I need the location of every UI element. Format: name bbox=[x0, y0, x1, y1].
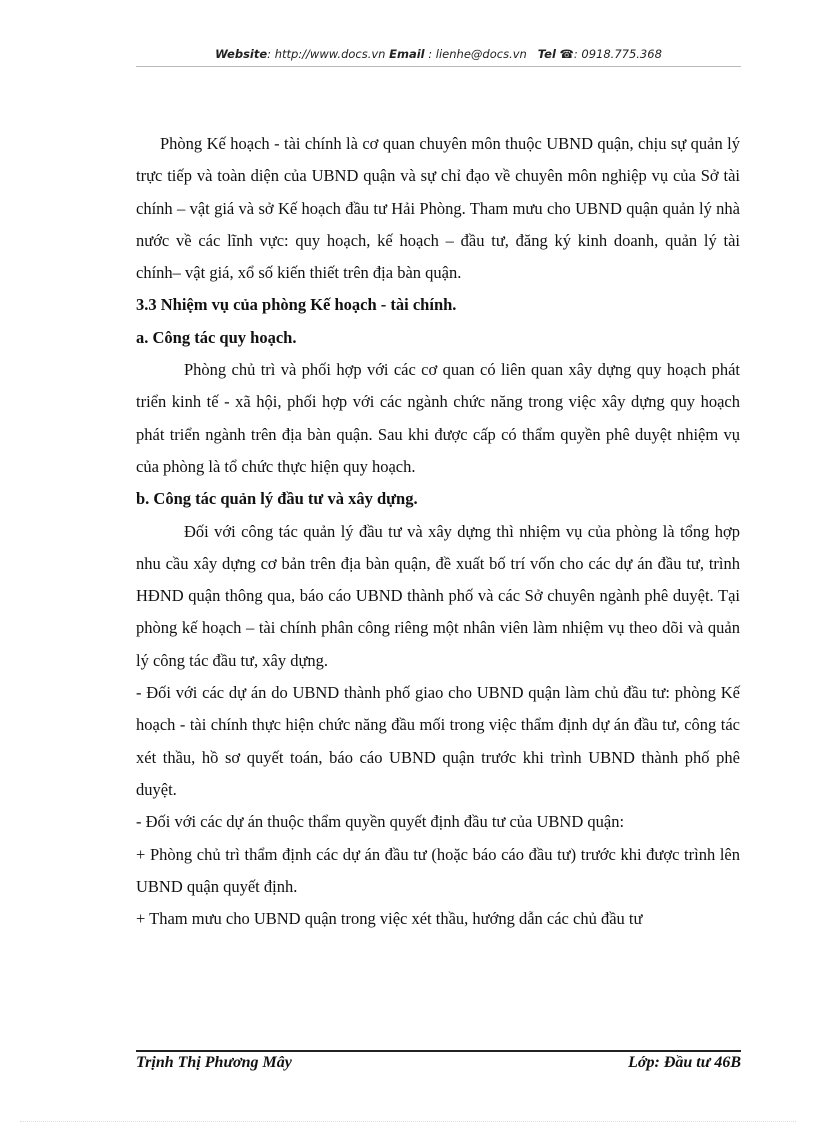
phone-icon: ☎ bbox=[559, 47, 574, 61]
paragraph: Đối với công tác quản lý đầu tư và xây dựng thì nhiệm vụ của phòng là tổng hợp nhu cầu xây dựng cơ bản trên địa bàn quận, đề xuất bố trí vốn cho các dự án đầu tư, trình HĐND quận thông qua, báo cáo UBND thành phố và các Sở chuyên ngành phê duyệt. Tại phòng kế hoạch – tài chính phân công riêng một nhân viên làm nhiệm vụ theo dõi và quản lý công tác đầu tư, xây dựng. bbox=[136, 521, 740, 670]
list-paragraph: + Phòng chủ trì thẩm định các dự án đầu tư (hoặc báo cáo đầu tư) trước khi được trình lên UBND quận quyết định. bbox=[136, 844, 740, 896]
section-heading: 3.3 Nhiệm vụ của phòng Kế hoạch - tài chính. bbox=[136, 295, 457, 315]
page-header bbox=[136, 47, 741, 61]
page-footer bbox=[136, 1054, 741, 1072]
list-paragraph: - Đối với các dự án thuộc thẩm quyền quyết định đầu tư của UBND quận: bbox=[136, 812, 625, 832]
header-divider bbox=[136, 66, 741, 67]
list-paragraph: + Tham mưu cho UBND quận trong việc xét thầu, hướng dẫn các chủ đầu tư bbox=[136, 909, 643, 929]
list-paragraph: - Đối với các dự án do UBND thành phố giao cho UBND quận làm chủ đầu tư: phòng Kế hoạch - tài chính thực hiện chức năng đầu mối trong việc thẩm định dự án đầu tư, công tác xét thầu, hồ sơ quyết toán, báo cáo UBND quận trước khi trình UBND thành phố phê duyệt. bbox=[136, 683, 740, 799]
footer-divider bbox=[136, 1050, 741, 1052]
website-label: Website bbox=[215, 47, 268, 61]
paragraph: Phòng Kế hoạch - tài chính là cơ quan chuyên môn thuộc UBND quận, chịu sự quản lý trực tiếp và toàn diện của UBND quận và sự chỉ đạo về chuyên môn nghiệp vụ của Sở tài chính – vật giá và sở Kế hoạch đầu tư Hải Phòng. Tham mưu cho UBND quận quản lý nhà nước về các lĩnh vực: quy hoạch, kế hoạch – đầu tư, đăng ký kinh doanh, quản lý tài chính– vật giá, xổ số kiến thiết trên địa bàn quận. bbox=[136, 134, 740, 283]
paragraph: Phòng chủ trì và phối hợp với các cơ quan có liên quan xây dựng quy hoạch phát triển kinh tế - xã hội, phối hợp với các ngành chức năng trong việc xây dựng quy hoạch phát triển ngành trên địa bàn quận. Sau khi được cấp có thẩm quyền phê duyệt nhiệm vụ của phòng là tổ chức thực hiện quy hoạch. bbox=[136, 360, 740, 476]
subsection-heading: a. Công tác quy hoạch. bbox=[136, 327, 297, 347]
footer-author: Trịnh Thị Phương Mây bbox=[136, 1054, 292, 1071]
email-label: Email bbox=[389, 47, 425, 61]
tel-label: Tel bbox=[537, 47, 556, 61]
document-body bbox=[136, 128, 740, 935]
tel-number: : 0918.775.368 bbox=[573, 47, 662, 61]
subsection-heading: b. Công tác quản lý đầu tư và xây dựng. bbox=[136, 489, 418, 509]
email-address: : lienhe@docs.vn bbox=[424, 47, 527, 61]
bottom-divider bbox=[20, 1121, 796, 1122]
website-url: : http://www.docs.vn bbox=[267, 47, 386, 61]
footer-class: Lớp: Đầu tư 46B bbox=[628, 1054, 741, 1071]
